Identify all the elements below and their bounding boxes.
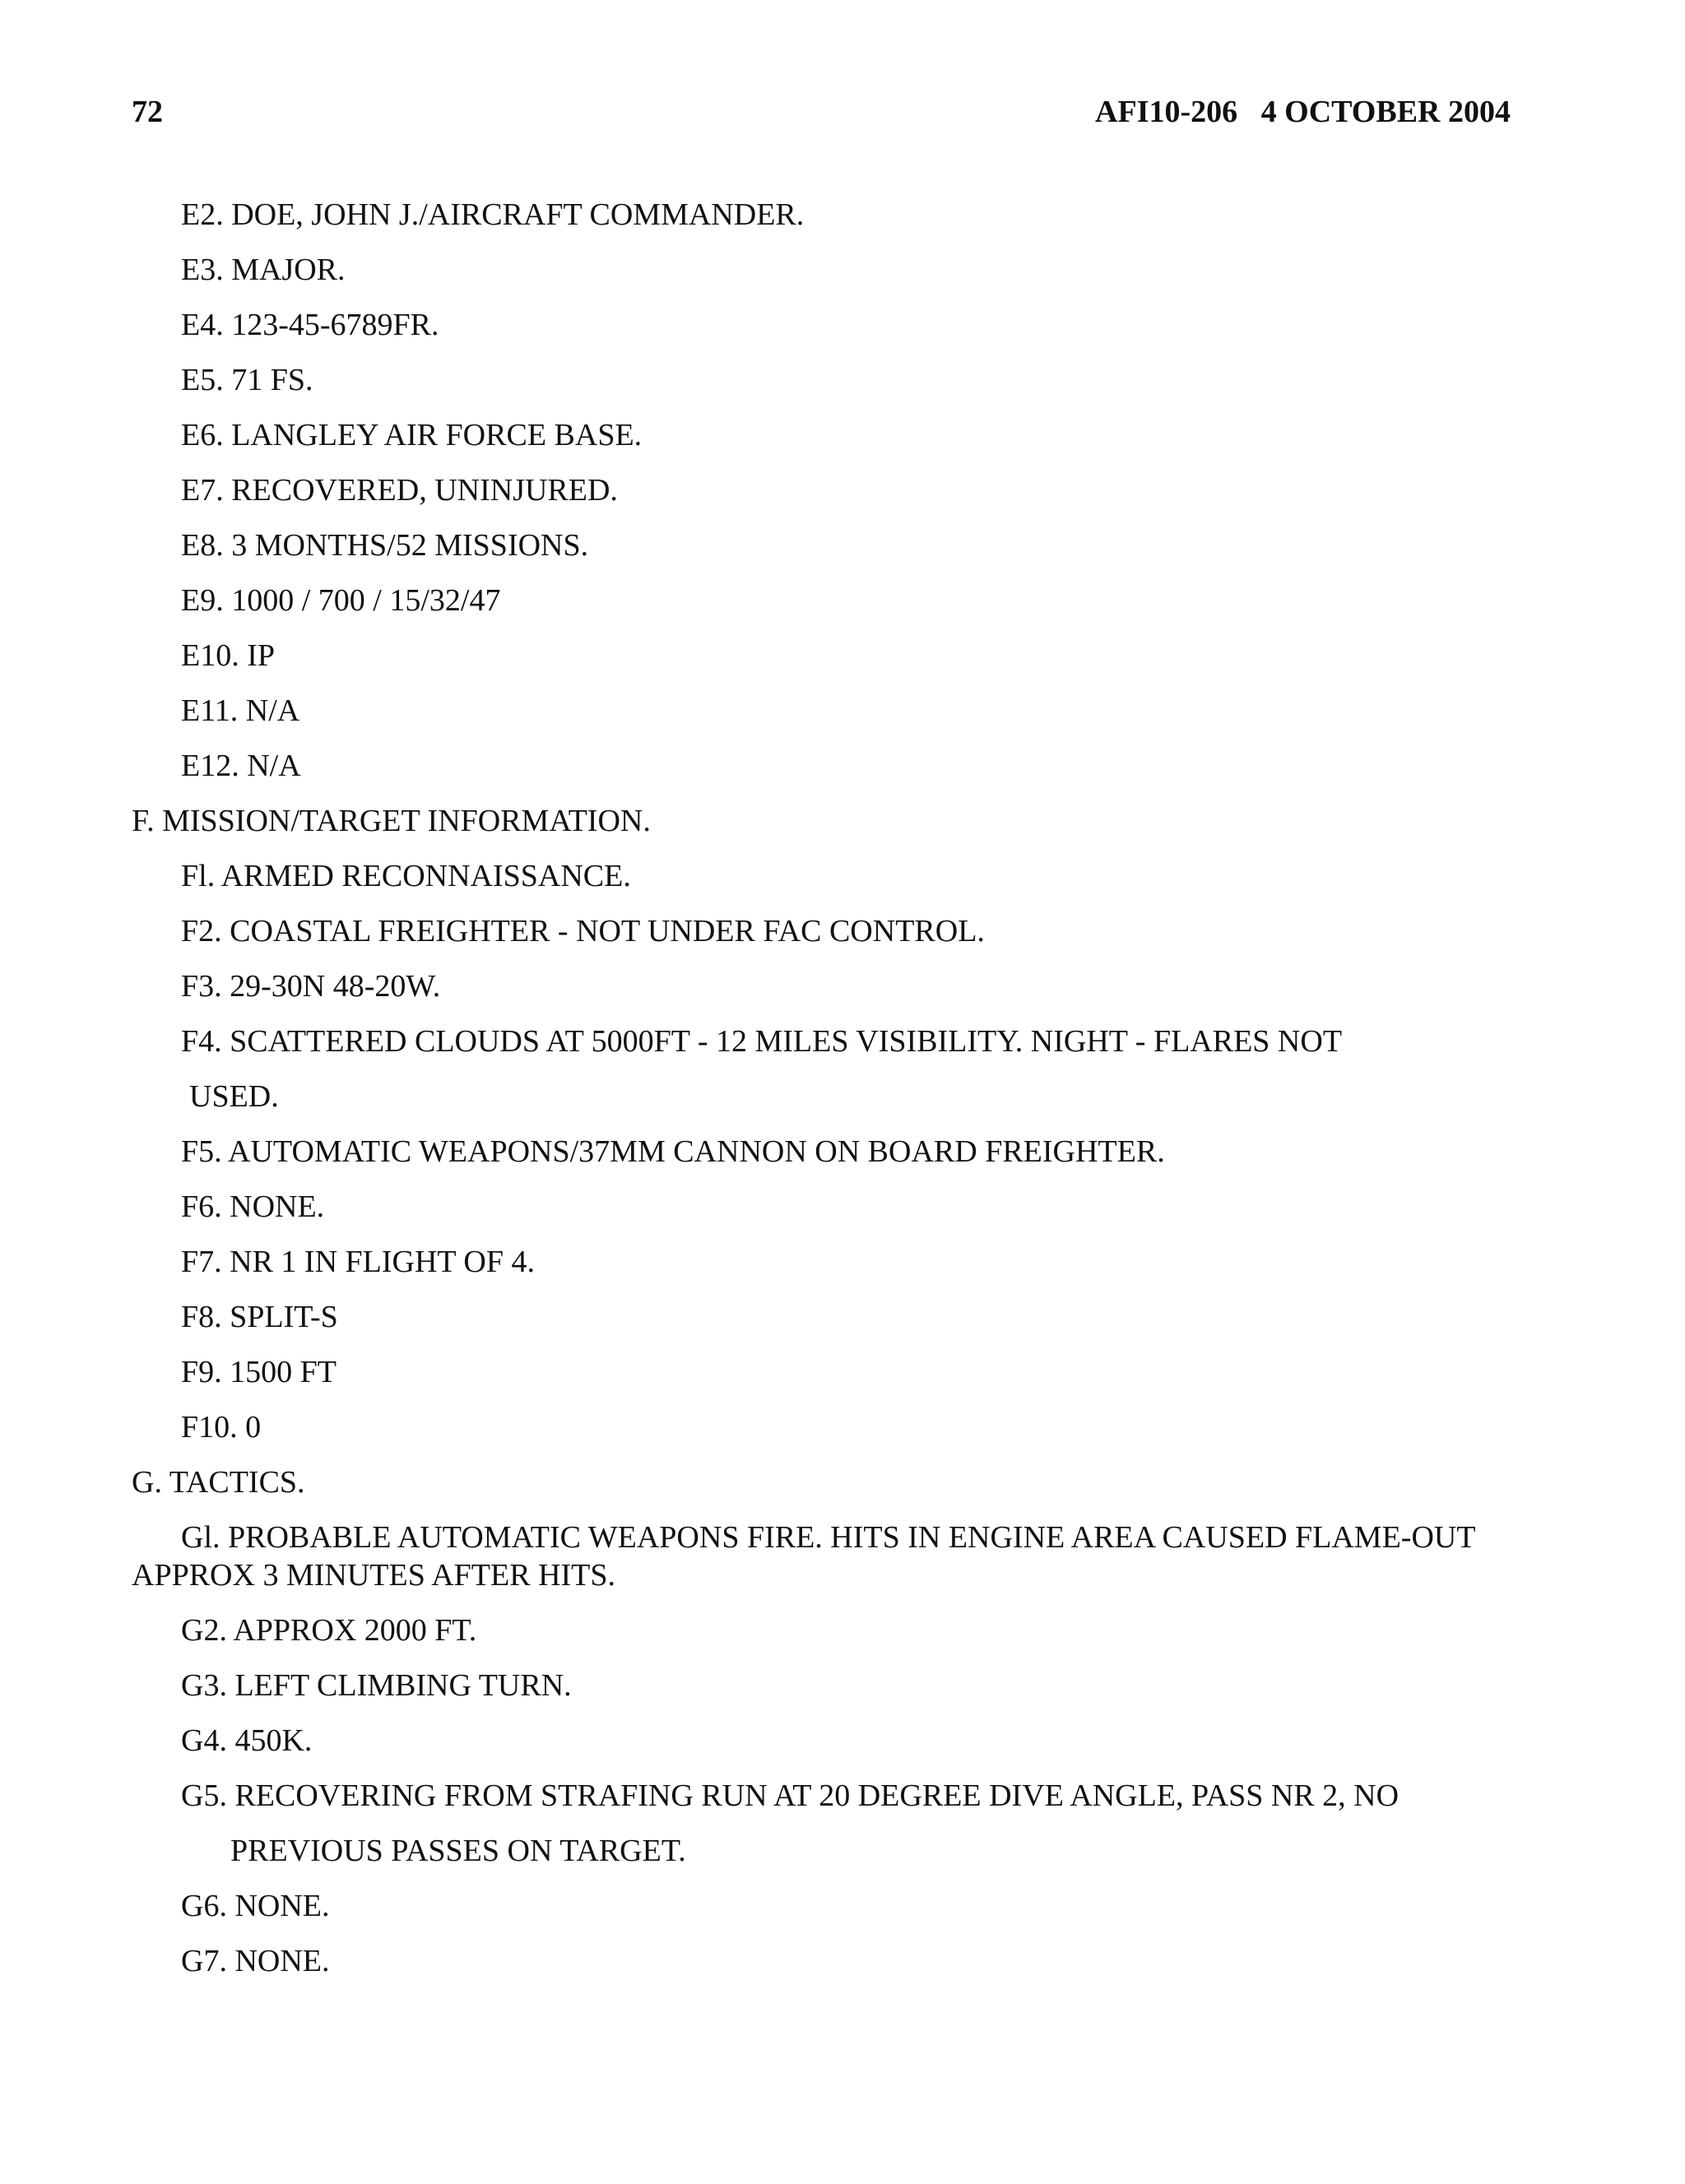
item-f4: F4. SCATTERED CLOUDS AT 5000FT - 12 MILES VISIBILITY. NIGHT - FLARES NOT (181, 1024, 1343, 1059)
item-g6: G6. NONE. (181, 1889, 330, 1923)
document-body (132, 188, 1530, 1989)
item-g5: G5. RECOVERING FROM STRAFING RUN AT 20 DEGREE DIVE ANGLE, PASS NR 2, NO (181, 1778, 1400, 1813)
page-header (132, 89, 1511, 135)
page-number: 72 (132, 95, 163, 129)
item-e9: E9. 1000 / 700 / 15/32/47 (181, 583, 501, 618)
item-e12: E12. N/A (181, 749, 301, 783)
item-f1: Fl. ARMED RECONNAISSANCE. (181, 859, 631, 893)
document-id: AFI10-206 4 OCTOBER 2004 (1095, 95, 1511, 129)
item-g5-continuation: PREVIOUS PASSES ON TARGET. (230, 1834, 686, 1868)
item-e10: E10. IP (181, 638, 275, 673)
item-e4: E4. 123-45-6789FR. (181, 308, 439, 342)
item-f4-continuation: USED. (189, 1079, 279, 1114)
section-heading-g: G. TACTICS. (132, 1465, 305, 1500)
item-e5: E5. 71 FS. (181, 363, 313, 397)
item-e6: E6. LANGLEY AIR FORCE BASE. (181, 418, 643, 452)
item-g2: G2. APPROX 2000 FT. (181, 1613, 477, 1648)
item-e8: E8. 3 MONTHS/52 MISSIONS. (181, 528, 589, 563)
item-e2: E2. DOE, JOHN J./AIRCRAFT COMMANDER. (181, 197, 805, 232)
item-g3: G3. LEFT CLIMBING TURN. (181, 1668, 572, 1703)
item-g4: G4. 450K. (181, 1723, 313, 1758)
item-f2: F2. COASTAL FREIGHTER - NOT UNDER FAC CONTROL. (181, 914, 985, 948)
section-heading-f: F. MISSION/TARGET INFORMATION. (132, 804, 651, 838)
item-f10: F10. 0 (181, 1410, 262, 1444)
item-e3: E3. MAJOR. (181, 253, 346, 287)
item-f7: F7. NR 1 IN FLIGHT OF 4. (181, 1245, 536, 1279)
item-f9: F9. 1500 FT (181, 1355, 337, 1389)
item-f6: F6. NONE. (181, 1189, 325, 1224)
item-g1: Gl. PROBABLE AUTOMATIC WEAPONS FIRE. HITS IN ENGINE AREA CAUSED FLAME-OUT APPROX 3 MINUTES AFTER HITS. (132, 1520, 1475, 1593)
item-e7: E7. RECOVERED, UNINJURED. (181, 473, 618, 508)
item-f5: F5. AUTOMATIC WEAPONS/37MM CANNON ON BOARD FREIGHTER. (181, 1134, 1165, 1169)
item-g7: G7. NONE. (181, 1944, 330, 1978)
item-f3: F3. 29-30N 48-20W. (181, 969, 441, 1004)
item-e11: E11. N/A (181, 693, 300, 728)
item-f8: F8. SPLIT-S (181, 1300, 338, 1334)
